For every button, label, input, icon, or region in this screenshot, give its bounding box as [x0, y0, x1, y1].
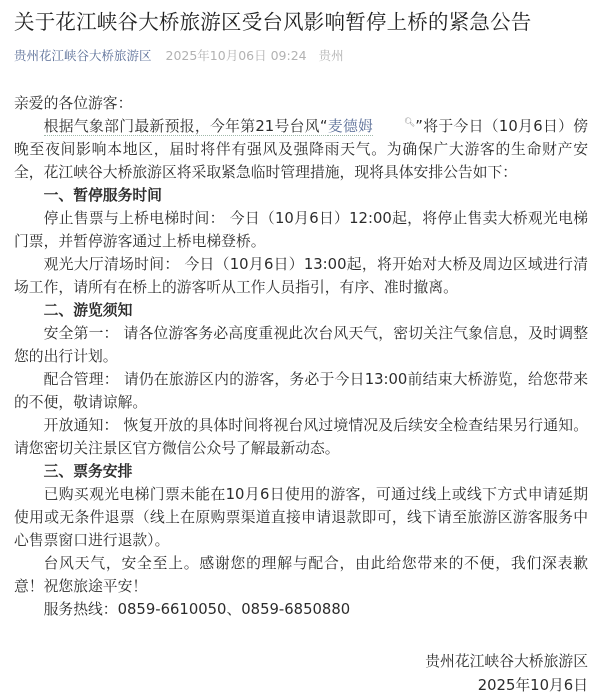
search-icon[interactable]: 🔍︎ [403, 118, 416, 129]
intro-after: ”将于今日（10月6日）傍晚至夜间影响本地区，届时将伴有强风及强降雨天气。为确保广大游客的生命财产安全，花江峡谷大桥旅游区将采取紧急临时管理措施，现将具体安排公告如下： [14, 118, 588, 181]
section-3-paragraph-2: 台风天气，安全至上。感谢您的理解与配合，由此给您带来的不便，我们深表歉意！祝您旅途平安！ [14, 555, 588, 595]
section-heading-2: 二、游览须知 [43, 302, 133, 319]
section-heading-1: 一、暂停服务时间 [43, 187, 162, 204]
publish-time: 2025年10月06日 09:24 [165, 48, 307, 63]
section-2-paragraph-1: 安全第一： 请各位游客务必高度重视此次台风天气，密切关注气象信息，及时调整您的出行计划。 [14, 325, 588, 365]
section-3-paragraph-1: 已购买观光电梯门票未能在10月6日使用的游客，可通过线上或线下方式申请延期使用或无条件退票（线上在原购票渠道直接申请退款即可，线下请至旅游区游客服务中心售票窗口进行退款）。 [14, 486, 588, 549]
signature-org: 贵州花江峡谷大桥旅游区 [425, 653, 588, 670]
intro-before: 根据气象部门最新预报，今年第21号台风“ [43, 118, 328, 135]
intro-paragraph [14, 115, 588, 184]
section-1-paragraph-1: 停止售票与上桥电梯时间： 今日（10月6日）12:00起，将停止售卖大桥观光电梯门票，并暂停游客通过上桥电梯登桥。 [14, 210, 588, 250]
author-link[interactable]: 贵州花江峡谷大桥旅游区 [14, 48, 152, 63]
typhoon-keyword-link[interactable]: 麦德姆 [327, 118, 374, 135]
signature-date: 2025年10月6日 [477, 677, 588, 694]
service-hotline: 服务热线：0859-6610050、0859-6850880 [43, 601, 351, 618]
article-title: 关于花江峡谷大桥旅游区受台风影响暂停上桥的紧急公告 [14, 10, 532, 34]
greeting: 亲爱的各位游客： [14, 95, 133, 112]
article-meta [14, 47, 344, 65]
section-2-paragraph-3: 开放通知： 恢复开放的具体时间将视台风过境情况及后续安全检查结果另行通知。请您密切关注景区官方微信公众号了解最新动态。 [14, 417, 588, 457]
article-body [14, 92, 588, 621]
publish-location: 贵州 [318, 48, 344, 63]
section-2-paragraph-2: 配合管理： 请仍在旅游区内的游客，务必于今日13:00前结束大桥游览，给您带来的不便，敬请谅解。 [14, 371, 588, 411]
section-1-paragraph-2: 观光大厅清场时间： 今日（10月6日）13:00起，将开始对大桥及周边区域进行清场工作，请所有在桥上的游客听从工作人员指引，有序、准时撤离。 [14, 256, 588, 296]
section-heading-3: 三、票务安排 [43, 463, 133, 480]
